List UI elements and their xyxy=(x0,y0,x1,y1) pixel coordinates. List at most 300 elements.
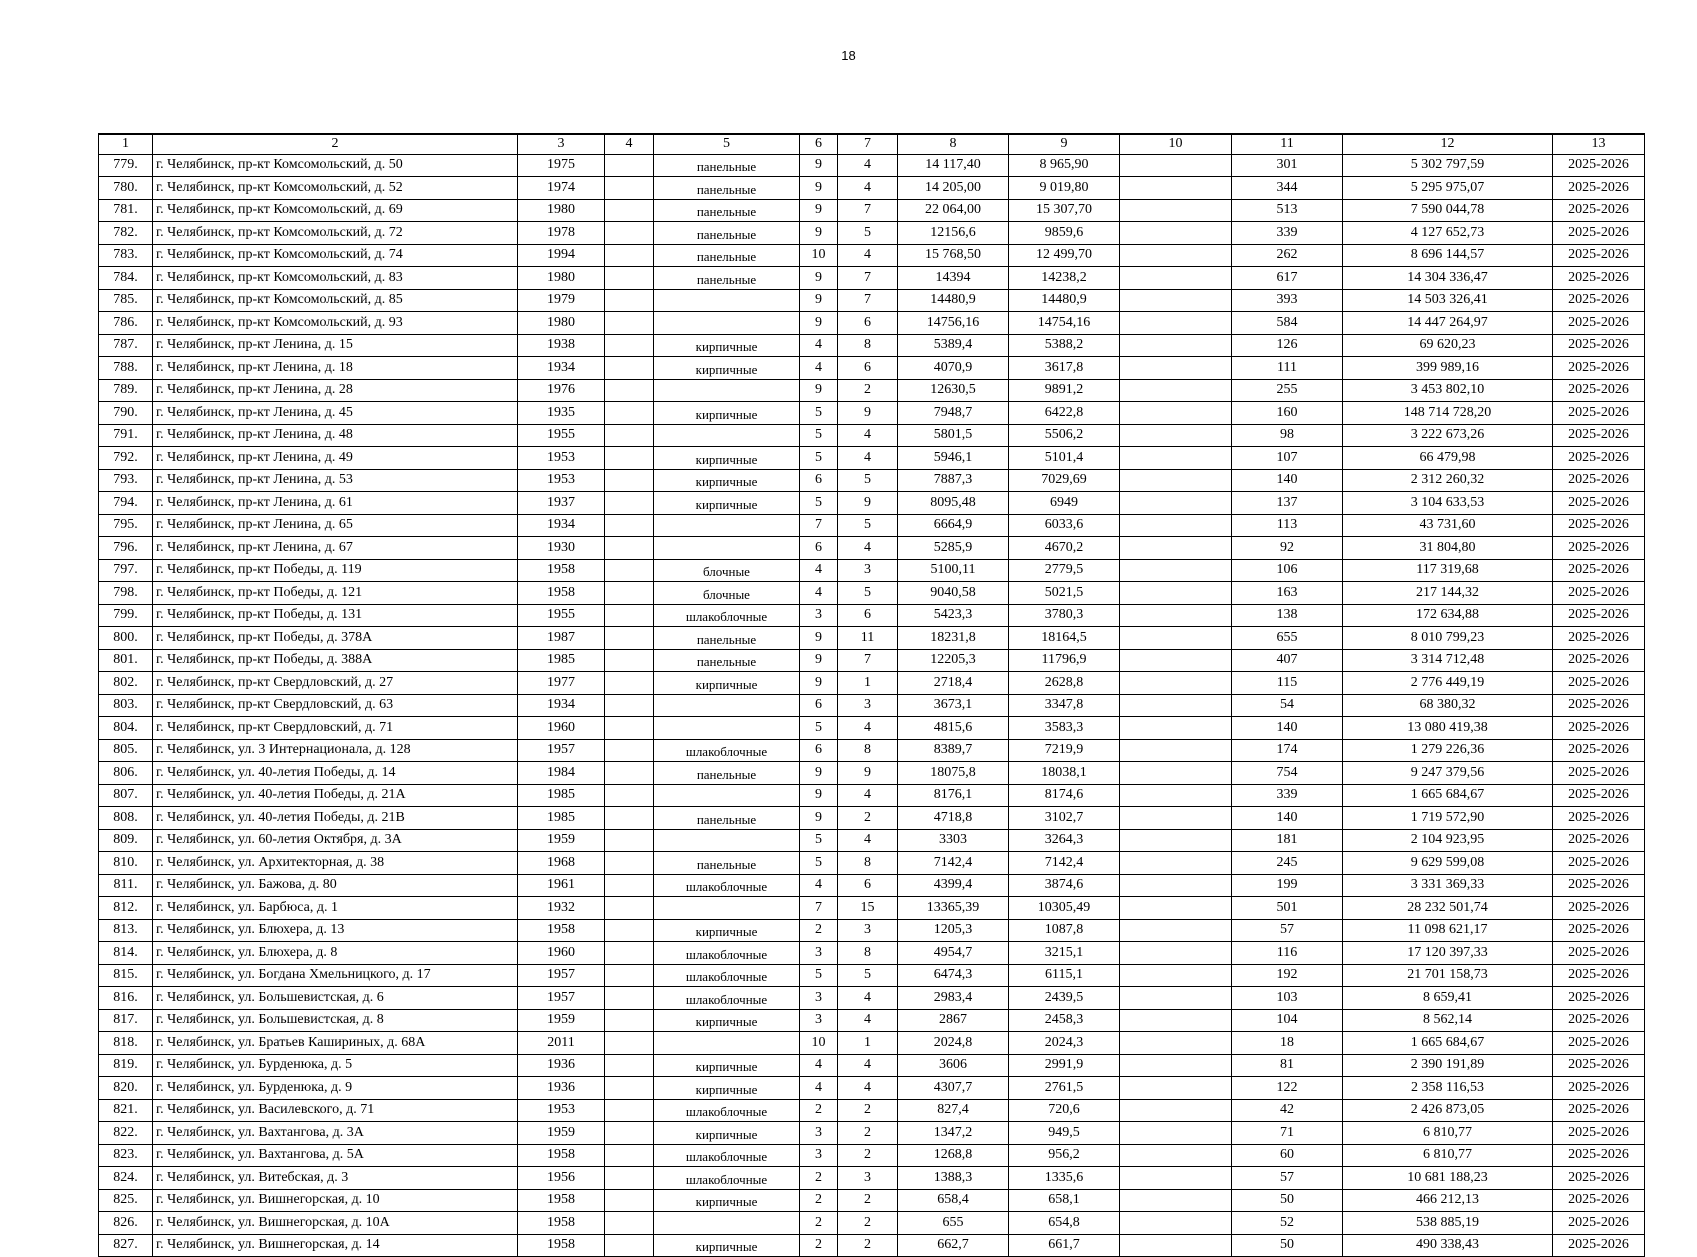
cell-row-number: 784. xyxy=(99,267,153,290)
table-row xyxy=(99,1144,1645,1167)
cell-residents: 655 xyxy=(1232,627,1343,650)
cell-address: г. Челябинск, пр-кт Ленина, д. 18 xyxy=(153,357,518,380)
cell-living-area: 6115,1 xyxy=(1009,964,1120,987)
cell-row-number: 822. xyxy=(99,1122,153,1145)
cell-column-4 xyxy=(605,627,654,650)
cell-address: г. Челябинск, ул. Большевистская, д. 8 xyxy=(153,1009,518,1032)
cell-wall-material: кирпичные xyxy=(654,1054,800,1077)
cell-residents: 140 xyxy=(1232,807,1343,830)
table-row xyxy=(99,762,1645,785)
cell-wall-material xyxy=(654,784,800,807)
table-row xyxy=(99,334,1645,357)
cell-entrances: 5 xyxy=(838,469,898,492)
cell-column-4 xyxy=(605,1099,654,1122)
cell-residents: 50 xyxy=(1232,1234,1343,1257)
table-row xyxy=(99,582,1645,605)
cell-column-10 xyxy=(1120,402,1232,425)
cell-residents: 513 xyxy=(1232,199,1343,222)
cell-column-4 xyxy=(605,312,654,335)
table-row xyxy=(99,559,1645,582)
cell-column-10 xyxy=(1120,582,1232,605)
cell-column-4 xyxy=(605,649,654,672)
cell-total-area: 12630,5 xyxy=(898,379,1009,402)
cell-column-4 xyxy=(605,987,654,1010)
cell-cost: 7 590 044,78 xyxy=(1343,199,1553,222)
cell-column-10 xyxy=(1120,694,1232,717)
cell-entrances: 2 xyxy=(838,1234,898,1257)
cell-entrances: 4 xyxy=(838,244,898,267)
cell-address: г. Челябинск, ул. Братьев Кашириных, д. 68А xyxy=(153,1032,518,1055)
cell-cost: 1 719 572,90 xyxy=(1343,807,1553,830)
cell-row-number: 785. xyxy=(99,289,153,312)
cell-residents: 339 xyxy=(1232,784,1343,807)
table-row xyxy=(99,447,1645,470)
cell-floors: 6 xyxy=(800,694,838,717)
cell-floors: 5 xyxy=(800,492,838,515)
cell-cost: 1 665 684,67 xyxy=(1343,1032,1553,1055)
table-row xyxy=(99,154,1645,177)
cell-row-number: 821. xyxy=(99,1099,153,1122)
cell-residents: 18 xyxy=(1232,1032,1343,1055)
cell-wall-material: панельные xyxy=(654,852,800,875)
cell-residents: 50 xyxy=(1232,1189,1343,1212)
cell-address: г. Челябинск, пр-кт Ленина, д. 53 xyxy=(153,469,518,492)
cell-living-area: 3617,8 xyxy=(1009,357,1120,380)
cell-total-area: 5285,9 xyxy=(898,537,1009,560)
cell-entrances: 4 xyxy=(838,177,898,200)
cell-living-area: 5101,4 xyxy=(1009,447,1120,470)
cell-year-built: 1975 xyxy=(518,154,605,177)
cell-floors: 6 xyxy=(800,469,838,492)
cell-floors: 3 xyxy=(800,1122,838,1145)
cell-wall-material xyxy=(654,829,800,852)
cell-residents: 199 xyxy=(1232,874,1343,897)
cell-period: 2025-2026 xyxy=(1553,154,1645,177)
cell-wall-material: кирпичные xyxy=(654,447,800,470)
cell-residents: 255 xyxy=(1232,379,1343,402)
cell-residents: 262 xyxy=(1232,244,1343,267)
table-row xyxy=(99,829,1645,852)
table-row xyxy=(99,807,1645,830)
cell-floors: 3 xyxy=(800,987,838,1010)
cell-total-area: 2718,4 xyxy=(898,672,1009,695)
cell-year-built: 1932 xyxy=(518,897,605,920)
cell-column-10 xyxy=(1120,649,1232,672)
cell-wall-material: шлакоблочные xyxy=(654,1099,800,1122)
cell-wall-material: кирпичные xyxy=(654,402,800,425)
cell-cost: 10 681 188,23 xyxy=(1343,1167,1553,1190)
cell-period: 2025-2026 xyxy=(1553,739,1645,762)
table-row xyxy=(99,987,1645,1010)
cell-period: 2025-2026 xyxy=(1553,807,1645,830)
cell-total-area: 4718,8 xyxy=(898,807,1009,830)
cell-address: г. Челябинск, ул. Вахтангова, д. 3А xyxy=(153,1122,518,1145)
cell-residents: 116 xyxy=(1232,942,1343,965)
cell-living-area: 720,6 xyxy=(1009,1099,1120,1122)
cell-wall-material xyxy=(654,289,800,312)
cell-residents: 113 xyxy=(1232,514,1343,537)
cell-living-area: 658,1 xyxy=(1009,1189,1120,1212)
cell-address: г. Челябинск, пр-кт Комсомольский, д. 72 xyxy=(153,222,518,245)
cell-residents: 57 xyxy=(1232,1167,1343,1190)
cell-entrances: 1 xyxy=(838,672,898,695)
cell-column-10 xyxy=(1120,334,1232,357)
cell-row-number: 782. xyxy=(99,222,153,245)
cell-cost: 172 634,88 xyxy=(1343,604,1553,627)
cell-living-area: 15 307,70 xyxy=(1009,199,1120,222)
cell-floors: 9 xyxy=(800,289,838,312)
cell-column-10 xyxy=(1120,199,1232,222)
cell-period: 2025-2026 xyxy=(1553,694,1645,717)
cell-period: 2025-2026 xyxy=(1553,1099,1645,1122)
cell-row-number: 798. xyxy=(99,582,153,605)
cell-living-area: 14238,2 xyxy=(1009,267,1120,290)
cell-period: 2025-2026 xyxy=(1553,942,1645,965)
cell-address: г. Челябинск, пр-кт Победы, д. 388А xyxy=(153,649,518,672)
cell-column-4 xyxy=(605,267,654,290)
cell-entrances: 2 xyxy=(838,807,898,830)
cell-entrances: 4 xyxy=(838,1009,898,1032)
cell-column-10 xyxy=(1120,222,1232,245)
page-number: 18 xyxy=(841,48,856,63)
cell-living-area: 2779,5 xyxy=(1009,559,1120,582)
cell-cost: 9 247 379,56 xyxy=(1343,762,1553,785)
cell-residents: 126 xyxy=(1232,334,1343,357)
cell-address: г. Челябинск, ул. 40-летия Победы, д. 21В xyxy=(153,807,518,830)
cell-column-4 xyxy=(605,1077,654,1100)
cell-row-number: 801. xyxy=(99,649,153,672)
cell-column-10 xyxy=(1120,1009,1232,1032)
cell-total-area: 4815,6 xyxy=(898,717,1009,740)
cell-column-10 xyxy=(1120,559,1232,582)
cell-cost: 6 810,77 xyxy=(1343,1144,1553,1167)
cell-living-area: 1335,6 xyxy=(1009,1167,1120,1190)
cell-period: 2025-2026 xyxy=(1553,919,1645,942)
cell-total-area: 1347,2 xyxy=(898,1122,1009,1145)
cell-column-10 xyxy=(1120,1167,1232,1190)
cell-living-area: 5506,2 xyxy=(1009,424,1120,447)
cell-entrances: 1 xyxy=(838,1032,898,1055)
table-row xyxy=(99,424,1645,447)
table-row xyxy=(99,469,1645,492)
cell-column-10 xyxy=(1120,852,1232,875)
cell-living-area: 9891,2 xyxy=(1009,379,1120,402)
cell-cost: 14 304 336,47 xyxy=(1343,267,1553,290)
cell-residents: 407 xyxy=(1232,649,1343,672)
cell-row-number: 792. xyxy=(99,447,153,470)
cell-column-4 xyxy=(605,717,654,740)
cell-column-4 xyxy=(605,1212,654,1235)
cell-residents: 81 xyxy=(1232,1054,1343,1077)
cell-column-4 xyxy=(605,334,654,357)
cell-year-built: 1930 xyxy=(518,537,605,560)
cell-cost: 3 222 673,26 xyxy=(1343,424,1553,447)
cell-residents: 98 xyxy=(1232,424,1343,447)
cell-column-4 xyxy=(605,559,654,582)
table-row xyxy=(99,672,1645,695)
cell-total-area: 5100,11 xyxy=(898,559,1009,582)
cell-cost: 3 104 633,53 xyxy=(1343,492,1553,515)
cell-period: 2025-2026 xyxy=(1553,829,1645,852)
cell-period: 2025-2026 xyxy=(1553,289,1645,312)
cell-period: 2025-2026 xyxy=(1553,357,1645,380)
cell-living-area: 14480,9 xyxy=(1009,289,1120,312)
cell-residents: 60 xyxy=(1232,1144,1343,1167)
cell-living-area: 18164,5 xyxy=(1009,627,1120,650)
cell-total-area: 12156,6 xyxy=(898,222,1009,245)
cell-cost: 11 098 621,17 xyxy=(1343,919,1553,942)
cell-entrances: 4 xyxy=(838,424,898,447)
cell-year-built: 1958 xyxy=(518,1189,605,1212)
cell-floors: 3 xyxy=(800,942,838,965)
cell-address: г. Челябинск, пр-кт Комсомольский, д. 74 xyxy=(153,244,518,267)
cell-floors: 9 xyxy=(800,807,838,830)
cell-column-4 xyxy=(605,424,654,447)
cell-entrances: 8 xyxy=(838,739,898,762)
cell-column-10 xyxy=(1120,1077,1232,1100)
cell-entrances: 7 xyxy=(838,267,898,290)
cell-cost: 1 665 684,67 xyxy=(1343,784,1553,807)
cell-wall-material: кирпичные xyxy=(654,919,800,942)
cell-wall-material: кирпичные xyxy=(654,1122,800,1145)
cell-period: 2025-2026 xyxy=(1553,1212,1645,1235)
cell-wall-material: шлакоблочные xyxy=(654,1167,800,1190)
cell-living-area: 3780,3 xyxy=(1009,604,1120,627)
cell-wall-material: кирпичные xyxy=(654,492,800,515)
cell-period: 2025-2026 xyxy=(1553,559,1645,582)
cell-period: 2025-2026 xyxy=(1553,762,1645,785)
cell-year-built: 1937 xyxy=(518,492,605,515)
cell-column-4 xyxy=(605,1054,654,1077)
cell-row-number: 827. xyxy=(99,1234,153,1257)
cell-period: 2025-2026 xyxy=(1553,1122,1645,1145)
cell-year-built: 1977 xyxy=(518,672,605,695)
column-header-9: 9 xyxy=(1009,134,1120,154)
cell-living-area: 2628,8 xyxy=(1009,672,1120,695)
cell-wall-material: кирпичные xyxy=(654,357,800,380)
cell-total-area: 3303 xyxy=(898,829,1009,852)
cell-wall-material: кирпичные xyxy=(654,1189,800,1212)
cell-period: 2025-2026 xyxy=(1553,627,1645,650)
cell-column-10 xyxy=(1120,784,1232,807)
table-row xyxy=(99,604,1645,627)
cell-address: г. Челябинск, пр-кт Свердловский, д. 63 xyxy=(153,694,518,717)
cell-living-area: 5021,5 xyxy=(1009,582,1120,605)
table-row xyxy=(99,514,1645,537)
cell-entrances: 15 xyxy=(838,897,898,920)
table-row xyxy=(99,537,1645,560)
cell-total-area: 13365,39 xyxy=(898,897,1009,920)
cell-cost: 66 479,98 xyxy=(1343,447,1553,470)
cell-column-10 xyxy=(1120,1144,1232,1167)
cell-column-10 xyxy=(1120,289,1232,312)
cell-address: г. Челябинск, ул. Василевского, д. 71 xyxy=(153,1099,518,1122)
table-body xyxy=(99,154,1645,1257)
cell-residents: 137 xyxy=(1232,492,1343,515)
cell-total-area: 2983,4 xyxy=(898,987,1009,1010)
cell-row-number: 816. xyxy=(99,987,153,1010)
cell-total-area: 14 205,00 xyxy=(898,177,1009,200)
cell-total-area: 658,4 xyxy=(898,1189,1009,1212)
cell-column-10 xyxy=(1120,1189,1232,1212)
cell-living-area: 7219,9 xyxy=(1009,739,1120,762)
cell-row-number: 800. xyxy=(99,627,153,650)
cell-address: г. Челябинск, ул. Вишнегорская, д. 10А xyxy=(153,1212,518,1235)
cell-period: 2025-2026 xyxy=(1553,222,1645,245)
cell-living-area: 5388,2 xyxy=(1009,334,1120,357)
cell-wall-material: кирпичные xyxy=(654,469,800,492)
cell-residents: 160 xyxy=(1232,402,1343,425)
cell-year-built: 1936 xyxy=(518,1077,605,1100)
table-row xyxy=(99,379,1645,402)
cell-residents: 138 xyxy=(1232,604,1343,627)
cell-entrances: 2 xyxy=(838,1099,898,1122)
cell-floors: 2 xyxy=(800,1189,838,1212)
cell-wall-material: кирпичные xyxy=(654,672,800,695)
header-row xyxy=(99,134,1645,154)
cell-total-area: 5801,5 xyxy=(898,424,1009,447)
cell-year-built: 1957 xyxy=(518,987,605,1010)
cell-cost: 217 144,32 xyxy=(1343,582,1553,605)
cell-floors: 9 xyxy=(800,199,838,222)
cell-entrances: 8 xyxy=(838,852,898,875)
cell-living-area: 2761,5 xyxy=(1009,1077,1120,1100)
cell-entrances: 3 xyxy=(838,919,898,942)
cell-entrances: 9 xyxy=(838,762,898,785)
table-row xyxy=(99,694,1645,717)
cell-year-built: 1994 xyxy=(518,244,605,267)
cell-wall-material xyxy=(654,379,800,402)
cell-total-area: 2024,8 xyxy=(898,1032,1009,1055)
cell-floors: 4 xyxy=(800,1054,838,1077)
cell-living-area: 8 965,90 xyxy=(1009,154,1120,177)
cell-period: 2025-2026 xyxy=(1553,424,1645,447)
cell-column-4 xyxy=(605,177,654,200)
cell-row-number: 819. xyxy=(99,1054,153,1077)
cell-total-area: 14394 xyxy=(898,267,1009,290)
cell-living-area: 3102,7 xyxy=(1009,807,1120,830)
cell-address: г. Челябинск, ул. Вишнегорская, д. 10 xyxy=(153,1189,518,1212)
cell-total-area: 655 xyxy=(898,1212,1009,1235)
cell-year-built: 1936 xyxy=(518,1054,605,1077)
cell-column-4 xyxy=(605,402,654,425)
cell-year-built: 1958 xyxy=(518,559,605,582)
cell-period: 2025-2026 xyxy=(1553,874,1645,897)
cell-cost: 21 701 158,73 xyxy=(1343,964,1553,987)
cell-entrances: 4 xyxy=(838,447,898,470)
cell-row-number: 788. xyxy=(99,357,153,380)
cell-column-4 xyxy=(605,784,654,807)
cell-period: 2025-2026 xyxy=(1553,1077,1645,1100)
cell-year-built: 1953 xyxy=(518,1099,605,1122)
cell-wall-material: панельные xyxy=(654,627,800,650)
cell-period: 2025-2026 xyxy=(1553,1009,1645,1032)
cell-column-10 xyxy=(1120,1032,1232,1055)
cell-column-4 xyxy=(605,1122,654,1145)
table-row xyxy=(99,267,1645,290)
cell-floors: 5 xyxy=(800,402,838,425)
cell-row-number: 806. xyxy=(99,762,153,785)
cell-year-built: 1958 xyxy=(518,1144,605,1167)
cell-wall-material xyxy=(654,537,800,560)
cell-wall-material: панельные xyxy=(654,177,800,200)
cell-period: 2025-2026 xyxy=(1553,244,1645,267)
cell-residents: 344 xyxy=(1232,177,1343,200)
table-row xyxy=(99,402,1645,425)
cell-wall-material: кирпичные xyxy=(654,334,800,357)
cell-column-4 xyxy=(605,1032,654,1055)
cell-wall-material: панельные xyxy=(654,222,800,245)
cell-floors: 10 xyxy=(800,244,838,267)
cell-cost: 28 232 501,74 xyxy=(1343,897,1553,920)
cell-year-built: 1955 xyxy=(518,604,605,627)
table-row xyxy=(99,1167,1645,1190)
cell-residents: 57 xyxy=(1232,919,1343,942)
cell-living-area: 7029,69 xyxy=(1009,469,1120,492)
column-header-12: 12 xyxy=(1343,134,1553,154)
column-header-4: 4 xyxy=(605,134,654,154)
cell-cost: 538 885,19 xyxy=(1343,1212,1553,1235)
cell-period: 2025-2026 xyxy=(1553,514,1645,537)
cell-address: г. Челябинск, пр-кт Комсомольский, д. 83 xyxy=(153,267,518,290)
cell-residents: 584 xyxy=(1232,312,1343,335)
cell-year-built: 1974 xyxy=(518,177,605,200)
cell-column-10 xyxy=(1120,424,1232,447)
cell-year-built: 1960 xyxy=(518,942,605,965)
cell-column-10 xyxy=(1120,987,1232,1010)
cell-residents: 106 xyxy=(1232,559,1343,582)
cell-period: 2025-2026 xyxy=(1553,987,1645,1010)
cell-entrances: 2 xyxy=(838,379,898,402)
cell-total-area: 8176,1 xyxy=(898,784,1009,807)
cell-wall-material: панельные xyxy=(654,267,800,290)
cell-row-number: 783. xyxy=(99,244,153,267)
cell-wall-material: блочные xyxy=(654,582,800,605)
cell-total-area: 9040,58 xyxy=(898,582,1009,605)
cell-column-4 xyxy=(605,964,654,987)
cell-column-4 xyxy=(605,807,654,830)
cell-address: г. Челябинск, пр-кт Свердловский, д. 27 xyxy=(153,672,518,695)
cell-year-built: 2011 xyxy=(518,1032,605,1055)
cell-column-10 xyxy=(1120,1212,1232,1235)
cell-total-area: 3673,1 xyxy=(898,694,1009,717)
cell-floors: 5 xyxy=(800,717,838,740)
table-row xyxy=(99,222,1645,245)
table-row xyxy=(99,897,1645,920)
cell-total-area: 18075,8 xyxy=(898,762,1009,785)
cell-column-4 xyxy=(605,1189,654,1212)
cell-wall-material xyxy=(654,1032,800,1055)
cell-entrances: 2 xyxy=(838,1189,898,1212)
cell-cost: 8 696 144,57 xyxy=(1343,244,1553,267)
cell-year-built: 1980 xyxy=(518,199,605,222)
cell-floors: 9 xyxy=(800,672,838,695)
cell-floors: 4 xyxy=(800,1077,838,1100)
cell-entrances: 4 xyxy=(838,154,898,177)
cell-column-4 xyxy=(605,1234,654,1257)
cell-column-10 xyxy=(1120,492,1232,515)
cell-cost: 8 010 799,23 xyxy=(1343,627,1553,650)
cell-address: г. Челябинск, ул. Бажова, д. 80 xyxy=(153,874,518,897)
cell-column-10 xyxy=(1120,447,1232,470)
table-row xyxy=(99,1054,1645,1077)
cell-year-built: 1985 xyxy=(518,807,605,830)
cell-entrances: 5 xyxy=(838,582,898,605)
cell-column-4 xyxy=(605,829,654,852)
cell-wall-material: панельные xyxy=(654,199,800,222)
cell-year-built: 1957 xyxy=(518,739,605,762)
cell-address: г. Челябинск, ул. Бурденюка, д. 9 xyxy=(153,1077,518,1100)
